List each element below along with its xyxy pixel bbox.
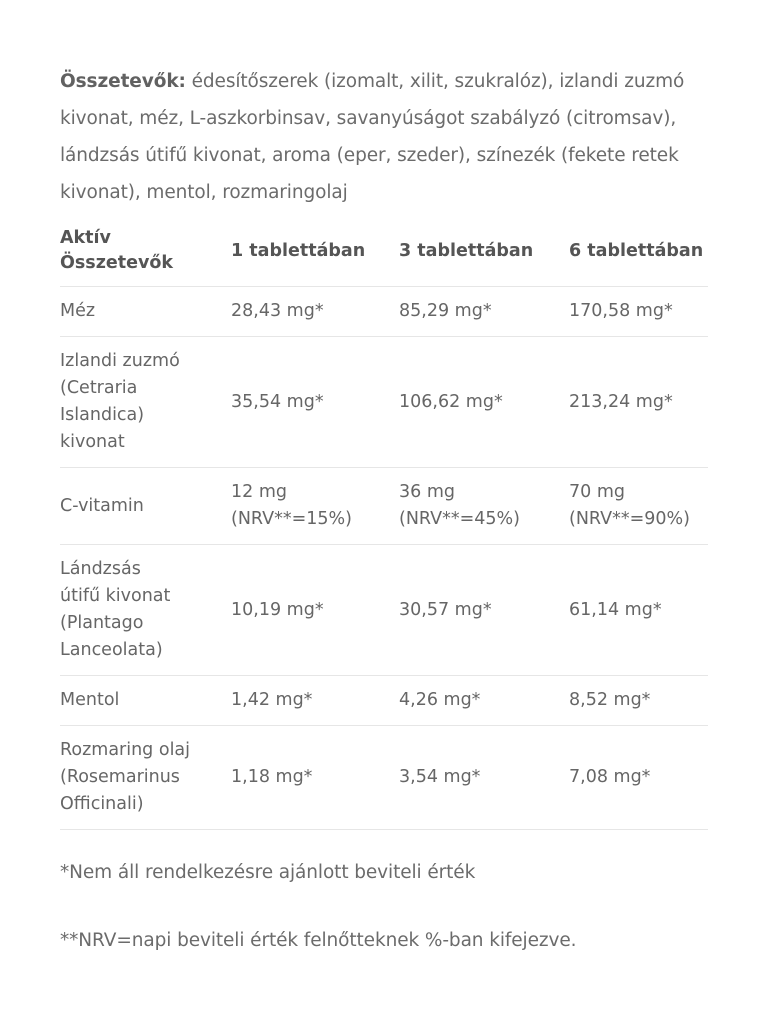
amount-1-tablet: 1,18 mg* <box>231 726 399 830</box>
table-header-row <box>60 222 708 287</box>
table-header <box>60 222 708 287</box>
header-1-tablet: 1 tablettában <box>231 222 399 287</box>
active-ingredients-table <box>60 222 708 830</box>
ingredient-name: Rozmaring olaj (Rosemarinus Officinali) <box>60 726 231 830</box>
ingredients-paragraph <box>60 0 710 211</box>
amount-6-tablets: 170,58 mg* <box>569 287 708 337</box>
table-row <box>60 468 708 545</box>
amount-1-tablet: 10,19 mg* <box>231 545 399 676</box>
amount-1-tablet: 35,54 mg* <box>231 337 399 468</box>
amount-6-tablets: 70 mg (NRV**=90%) <box>569 468 708 545</box>
amount-1-tablet: 28,43 mg* <box>231 287 399 337</box>
ingredients-label: Összetevők: <box>60 71 186 92</box>
header-3-tablets: 3 tablettában <box>399 222 569 287</box>
amount-3-tablets: 85,29 mg* <box>399 287 569 337</box>
amount-3-tablets: 4,26 mg* <box>399 676 569 726</box>
table-row <box>60 287 708 337</box>
ingredient-name: Lándzsás útifű kivonat (Plantago Lanceolata) <box>60 545 231 676</box>
ingredients-text: édesítőszerek (izomalt, xilit, szukralóz), izlandi zuzmó kivonat, méz, L-aszkorbinsav, savanyúságot szabályzó (citromsav), lándzsás útifű kivonat, aroma (eper, szeder), színezék (fekete retek kivonat), mentol, rozmaringolaj <box>60 71 685 203</box>
table-row <box>60 676 708 726</box>
product-info <box>60 0 710 955</box>
amount-3-tablets: 30,57 mg* <box>399 545 569 676</box>
table-row <box>60 545 708 676</box>
table-body <box>60 287 708 830</box>
amount-6-tablets: 61,14 mg* <box>569 545 708 676</box>
table-row <box>60 726 708 830</box>
footnote-nrv-definition: **NRV=napi beviteli érték felnőtteknek %-ban kifejezve. <box>60 930 577 951</box>
amount-1-tablet: 12 mg (NRV**=15%) <box>231 468 399 545</box>
ingredient-name: C-vitamin <box>60 468 231 545</box>
amount-3-tablets: 36 mg (NRV**=45%) <box>399 468 569 545</box>
amount-3-tablets: 3,54 mg* <box>399 726 569 830</box>
ingredient-name: Mentol <box>60 676 231 726</box>
table-row <box>60 337 708 468</box>
amount-6-tablets: 213,24 mg* <box>569 337 708 468</box>
footnote-no-reference-value: *Nem áll rendelkezésre ajánlott beviteli érték <box>60 862 476 883</box>
amount-3-tablets: 106,62 mg* <box>399 337 569 468</box>
header-active-ingredients: Aktív Összetevők <box>60 222 231 287</box>
ingredient-name: Izlandi zuzmó (Cetraria Islandica) kivonat <box>60 337 231 468</box>
amount-6-tablets: 7,08 mg* <box>569 726 708 830</box>
header-6-tablets: 6 tablettában <box>569 222 708 287</box>
amount-1-tablet: 1,42 mg* <box>231 676 399 726</box>
amount-6-tablets: 8,52 mg* <box>569 676 708 726</box>
ingredient-name: Méz <box>60 287 231 337</box>
